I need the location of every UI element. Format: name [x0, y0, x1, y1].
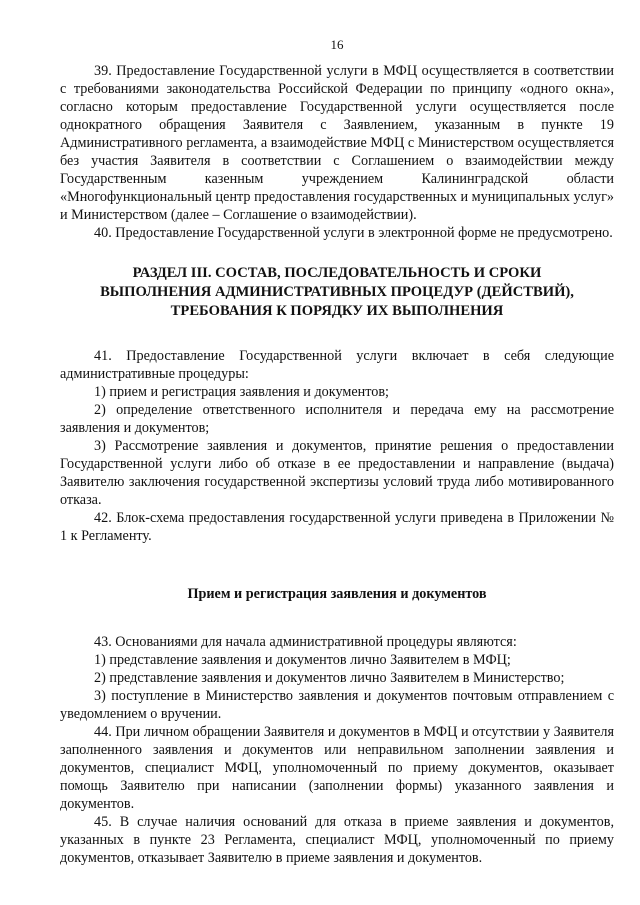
- list-item-1: 1) прием и регистрация заявления и документов;: [94, 384, 389, 400]
- paragraph-43: 43. Основаниями для начала административной процедуры являются:: [94, 634, 517, 650]
- paragraph-39: 39. Предоставление Государственной услуги в МФЦ осуществляется в соответствии с требованиями законодательства Российской Федерации по принципу «одного окна», согласно которым предоставление Государственной услуги осуществляется после однократного обращения Заявителя с Заявлением, указанным в пункте 19 Административного регламента, а взаимодействие МФЦ с Министерством осуществляется без участия Заявителя в соответствии с Соглашением о взаимодействии между Государственным казенным учреждением Калининградской области «Многофункциональный центр предоставления государственных и муниципальных услуг» и Министерством (далее – Соглашение о взаимодействии).: [60, 63, 614, 223]
- section-title: [60, 264, 614, 321]
- paragraph-45: 45. В случае наличия оснований для отказа в приеме заявления и документов, указанных в пункте 23 Регламента, специалист МФЦ, уполномоченный по приему документов, отказывает Заявителю в приеме заявления и документов.: [60, 814, 614, 866]
- section-title-line: ТРЕБОВАНИЯ К ПОРЯДКУ ИХ ВЫПОЛНЕНИЯ: [170, 303, 504, 319]
- list-item-1: 1) представление заявления и документов лично Заявителем в МФЦ;: [94, 652, 511, 668]
- subheading: Прием и регистрация заявления и документов: [187, 586, 487, 602]
- paragraph-41: 41. Предоставление Государственной услуги включает в себя следующие административные процедуры:: [60, 348, 614, 382]
- paragraph-42: 42. Блок-схема предоставления государственной услуги приведена в Приложении № 1 к Регламенту.: [60, 510, 614, 544]
- section-title-line: РАЗДЕЛ III. СОСТАВ, ПОСЛЕДОВАТЕЛЬНОСТЬ И СРОКИ: [132, 265, 542, 281]
- list-item-2: 2) представление заявления и документов лично Заявителем в Министерство;: [94, 670, 565, 686]
- page-number: 16: [330, 37, 344, 52]
- paragraph-44: 44. При личном обращении Заявителя и документов в МФЦ и отсутствии у Заявителя заполненного заявления и документов или неправильном заполнении заявления и документов, специалист МФЦ, уполномоченный по приему документов, оказывает помощь Заявителю при написании (заполнении формы) указанного заявления и документов.: [60, 724, 614, 812]
- list-item-3: 3) Рассмотрение заявления и документов, принятие решения о предоставлении Государственной услуги либо об отказе в ее предоставлении и направление (выдача) Заявителю заключения государственной экспертизы условий труда либо мотивированного отказа.: [60, 438, 614, 508]
- section-title-line: ВЫПОЛНЕНИЯ АДМИНИСТРАТИВНЫХ ПРОЦЕДУР (ДЕЙСТВИЙ),: [100, 284, 574, 300]
- list-item-2: 2) определение ответственного исполнителя и передача ему на рассмотрение заявления и документов;: [60, 402, 614, 436]
- paragraph-40: 40. Предоставление Государственной услуги в электронной форме не предусмотрено.: [94, 225, 613, 241]
- list-item-3: 3) поступление в Министерство заявления и документов почтовым отправлением с уведомлением о вручении.: [60, 688, 614, 722]
